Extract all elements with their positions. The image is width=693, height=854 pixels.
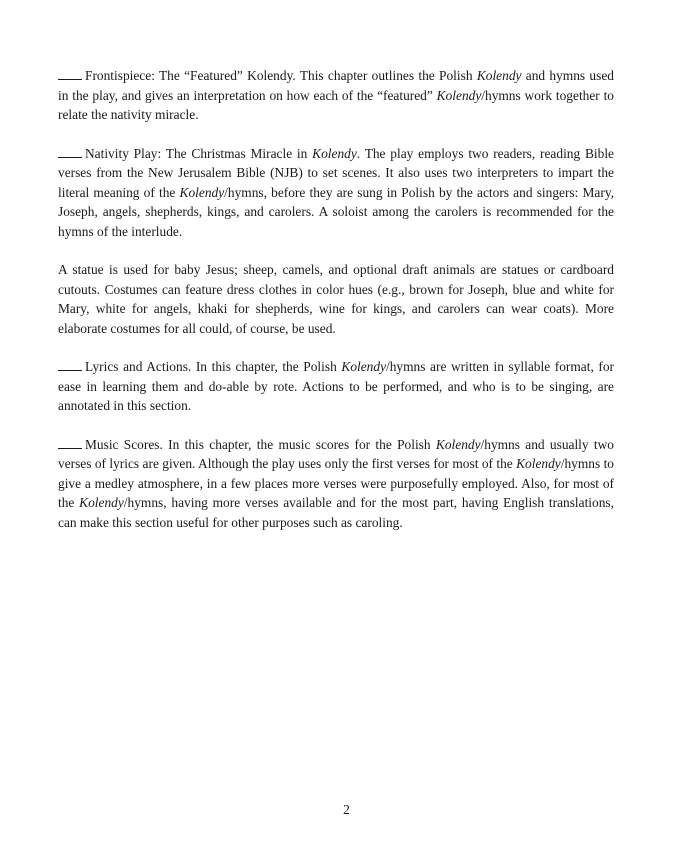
checkbox-blank-line xyxy=(58,145,82,158)
frontispiece-text: This chapter outlines the Polish xyxy=(295,68,477,83)
nativity-play-paragraph xyxy=(58,144,614,242)
nativity-text: Nativity Play: The Christmas Miracle in xyxy=(85,145,313,161)
kolendy-term: Kolendy xyxy=(179,184,225,200)
lyrics-text: Lyrics and Actions. In this chapter, the Polish xyxy=(85,359,342,374)
kolendy-term: Kolendy xyxy=(341,359,387,374)
checkbox-blank-line xyxy=(58,358,82,371)
frontispiece-text: /hymns work together to relate the nativity miracle. xyxy=(58,87,614,122)
nativity-text: /hymns, before they are sung in Polish by the actors and singers: Mary, Joseph, angels, shepherds, kings, and carolers. A soloist among the carolers is recommended for the hymns of the interlude. xyxy=(58,184,614,239)
statue-costumes-paragraph: A statue is used for baby Jesus; sheep, camels, and optional draft animals are statues or cardboard cutouts. Costumes can feature dress clothes in color hues (e.g., brown for Joseph, blue and white for Mary, white for angels, khaki for shepherds, wine for kings, and carolers can wear coats). More elaborate costumes for all could, of course, be used. xyxy=(58,262,614,336)
frontispiece-paragraph xyxy=(58,66,614,125)
kolendy-term: Kolendy xyxy=(79,495,124,510)
music-text: /hymns and usually two verses of lyrics are given. Although the play uses only the first verses for most of the xyxy=(58,436,614,471)
lyrics-actions-paragraph xyxy=(58,357,614,416)
lyrics-text: /hymns are written in syllable format, for ease in learning them and do-able by rote. Actions to be performed, and who is to be singing, are annotated in this section. xyxy=(58,359,615,413)
kolendy-term: Kolendy xyxy=(312,145,357,161)
checkbox-blank-line xyxy=(58,436,82,449)
music-scores-paragraph xyxy=(58,435,614,533)
nativity-text: . The play employs two readers, reading Bible verses from the New Jerusalem Bible (NJB) to set scenes. It also uses two interpreters to impart the literal meaning of the xyxy=(58,145,614,200)
kolendy-term: Kolendy xyxy=(436,87,482,103)
frontispiece-text: and hymns used in the play, and gives an interpretation on how each of the “featured” xyxy=(58,68,614,103)
checkbox-blank-line xyxy=(58,67,82,80)
frontispiece-title: Frontispiece: The “Featured” Kolendy. xyxy=(85,68,296,83)
music-text: Music Scores. In this chapter, the music scores for the Polish xyxy=(85,436,436,452)
kolendy-term: Kolendy xyxy=(435,436,481,452)
page-number: 2 xyxy=(343,802,350,817)
music-text: /hymns, having more verses available and for the most part, having English translations, can make this section useful for other purposes such as caroling. xyxy=(58,495,614,530)
kolendy-term: Kolendy xyxy=(476,68,522,83)
music-text: /hymns to give a medley atmosphere, in a few places more verses were purposefully employed. Also, for most of the xyxy=(58,456,614,510)
document-body xyxy=(58,66,614,551)
kolendy-term: Kolendy xyxy=(516,456,561,471)
